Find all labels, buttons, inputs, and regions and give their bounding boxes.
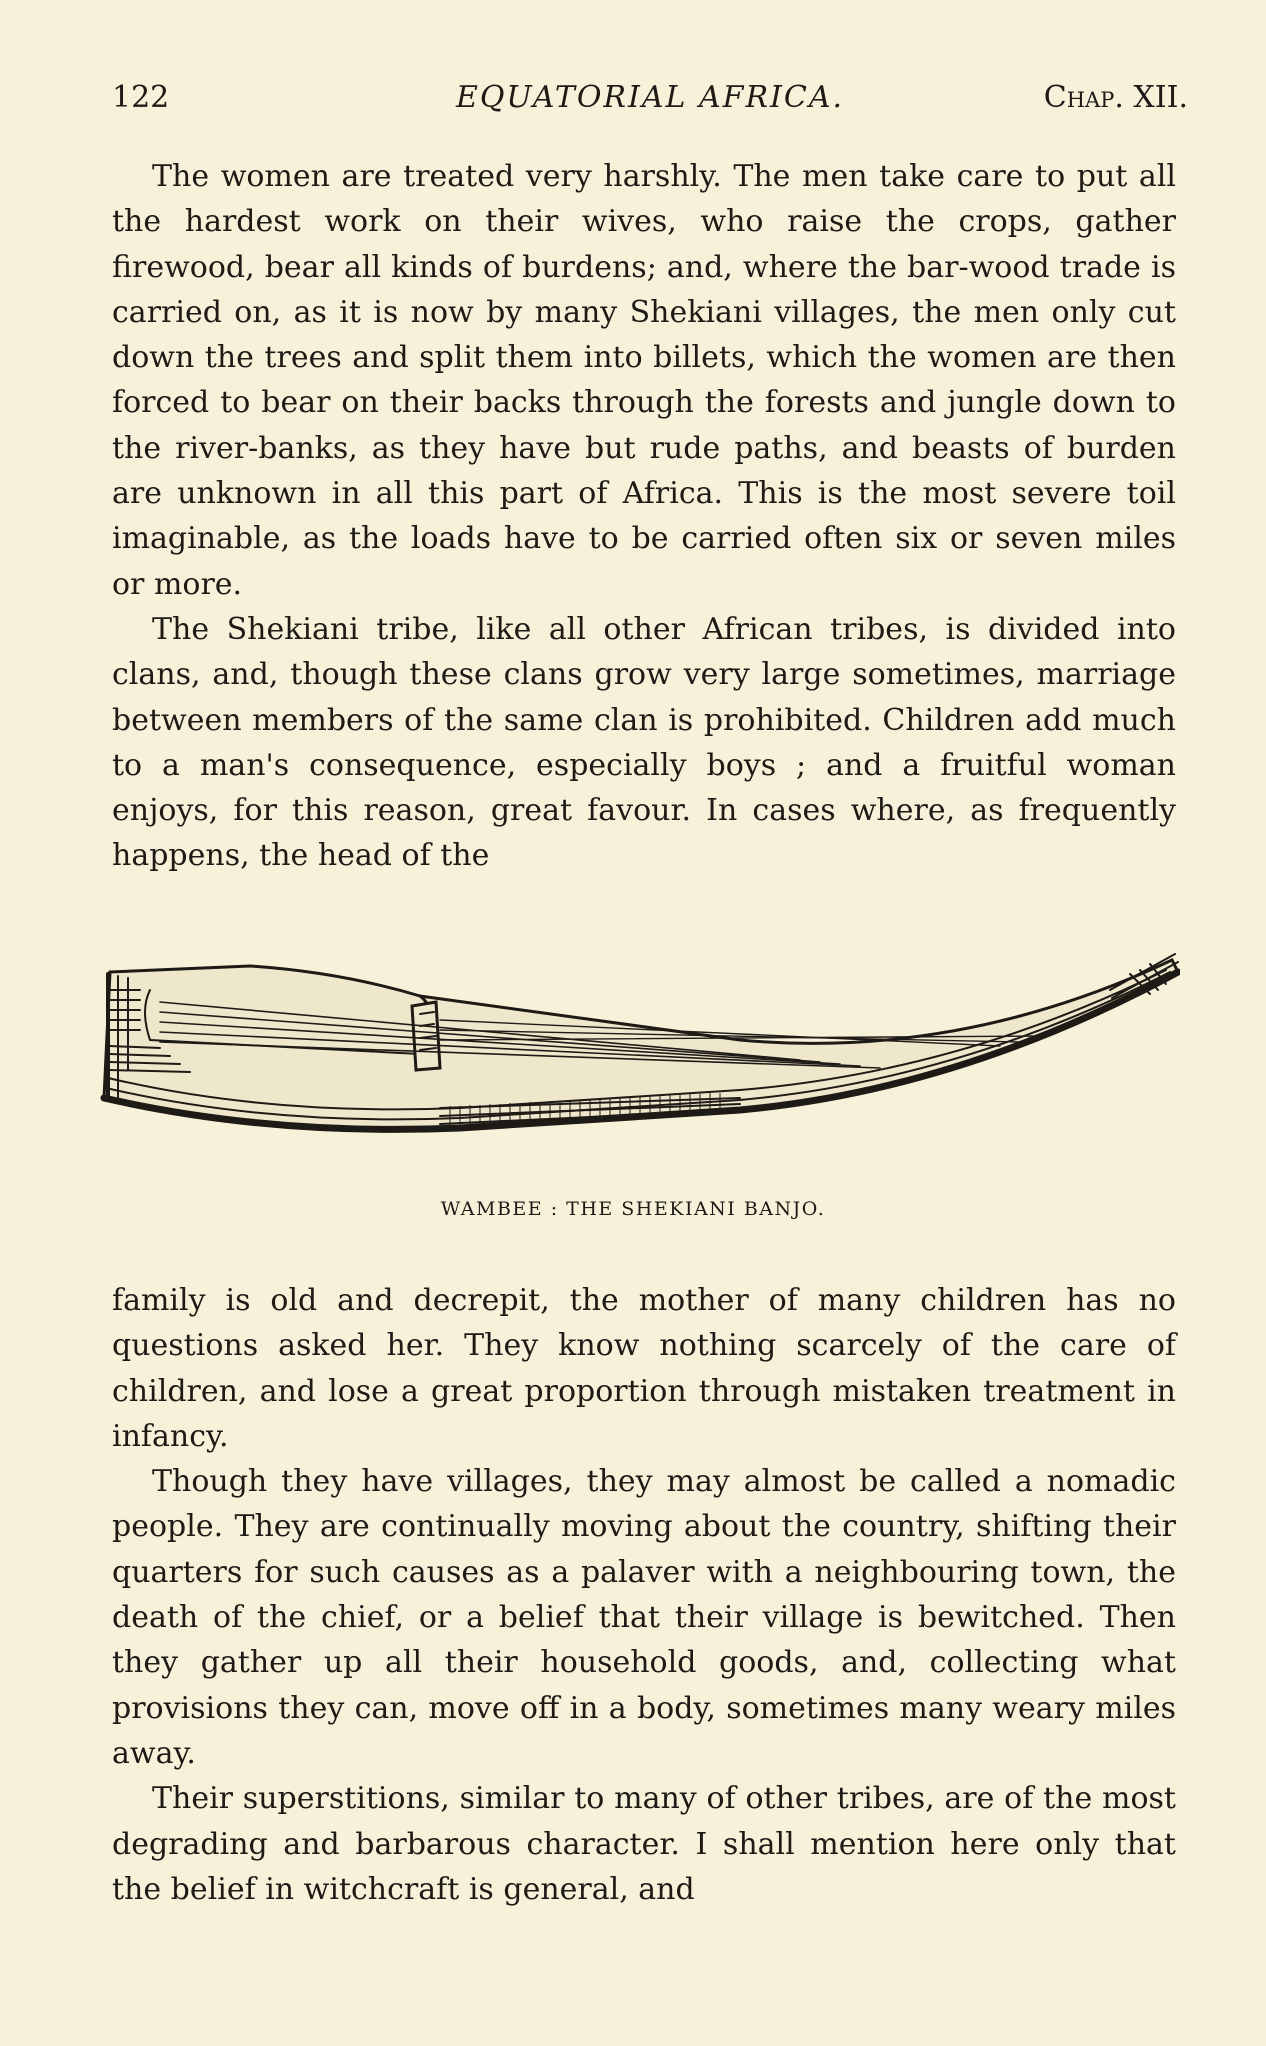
paragraph: The Shekiani tribe, like all other African tribes, is divided into clans, and, though these clans grow very large sometimes, marriage between members of the same clan is prohibited. Children add much to a man's consequence, especially boys ; and a fruitful woman enjoys, for this reason, great favour. In cases where, as frequently happens, the head of the bbox=[112, 611, 1176, 874]
paragraph: The women are treated very harshly. The men take care to put all the hardest work on their wives, who raise the crops, gather firewood, bear all kinds of burdens; and, where the bar-wood trade is carried on, as it is now by many Shekiani villages, the men only cut down the trees and split them into billets, which the women are then forced to bear on their backs through the forests and jungle down to the river-banks, as they have but rude paths, and beasts of burden are unknown in all this part of Africa. This is the most severe toil imaginable, as the loads have to be carried often six or seven miles or more. bbox=[112, 159, 1176, 602]
paragraph: Though they have villages, they may almost be called a nomadic people. They are continually moving about the country, shifting their quarters for such causes as a palaver with a neighbouring town, the death of the chief, or a belief that their village is bewitched. Then they gather up all their household goods, and, collecting what provisions they can, move off in a body, sometimes many weary miles away. bbox=[112, 1464, 1176, 1771]
figure-caption: WAMBEE : THE SHEKIANI BANJO. bbox=[440, 1198, 826, 1220]
text-block-bottom bbox=[112, 1278, 1176, 1912]
page-number: 122 bbox=[112, 80, 170, 115]
chapter-label: Chap. XII. bbox=[1043, 80, 1188, 115]
running-header bbox=[112, 80, 1188, 120]
banjo-figure bbox=[100, 950, 1180, 1170]
paragraph: Their superstitions, similar to many of other tribes, are of the most degrading and barbarous character. I shall mention here only that the belief in witchcraft is general, and bbox=[112, 1781, 1176, 1907]
running-title: EQUATORIAL AFRICA. bbox=[455, 80, 845, 115]
text-block-top bbox=[112, 154, 1176, 879]
banjo-illustration bbox=[100, 950, 1180, 1170]
paragraph: family is old and decrepit, the mother of many children has no questions asked her. They know nothing scarcely of the care of children, and lose a great proportion through mistaken treatment in infancy. bbox=[112, 1283, 1176, 1454]
